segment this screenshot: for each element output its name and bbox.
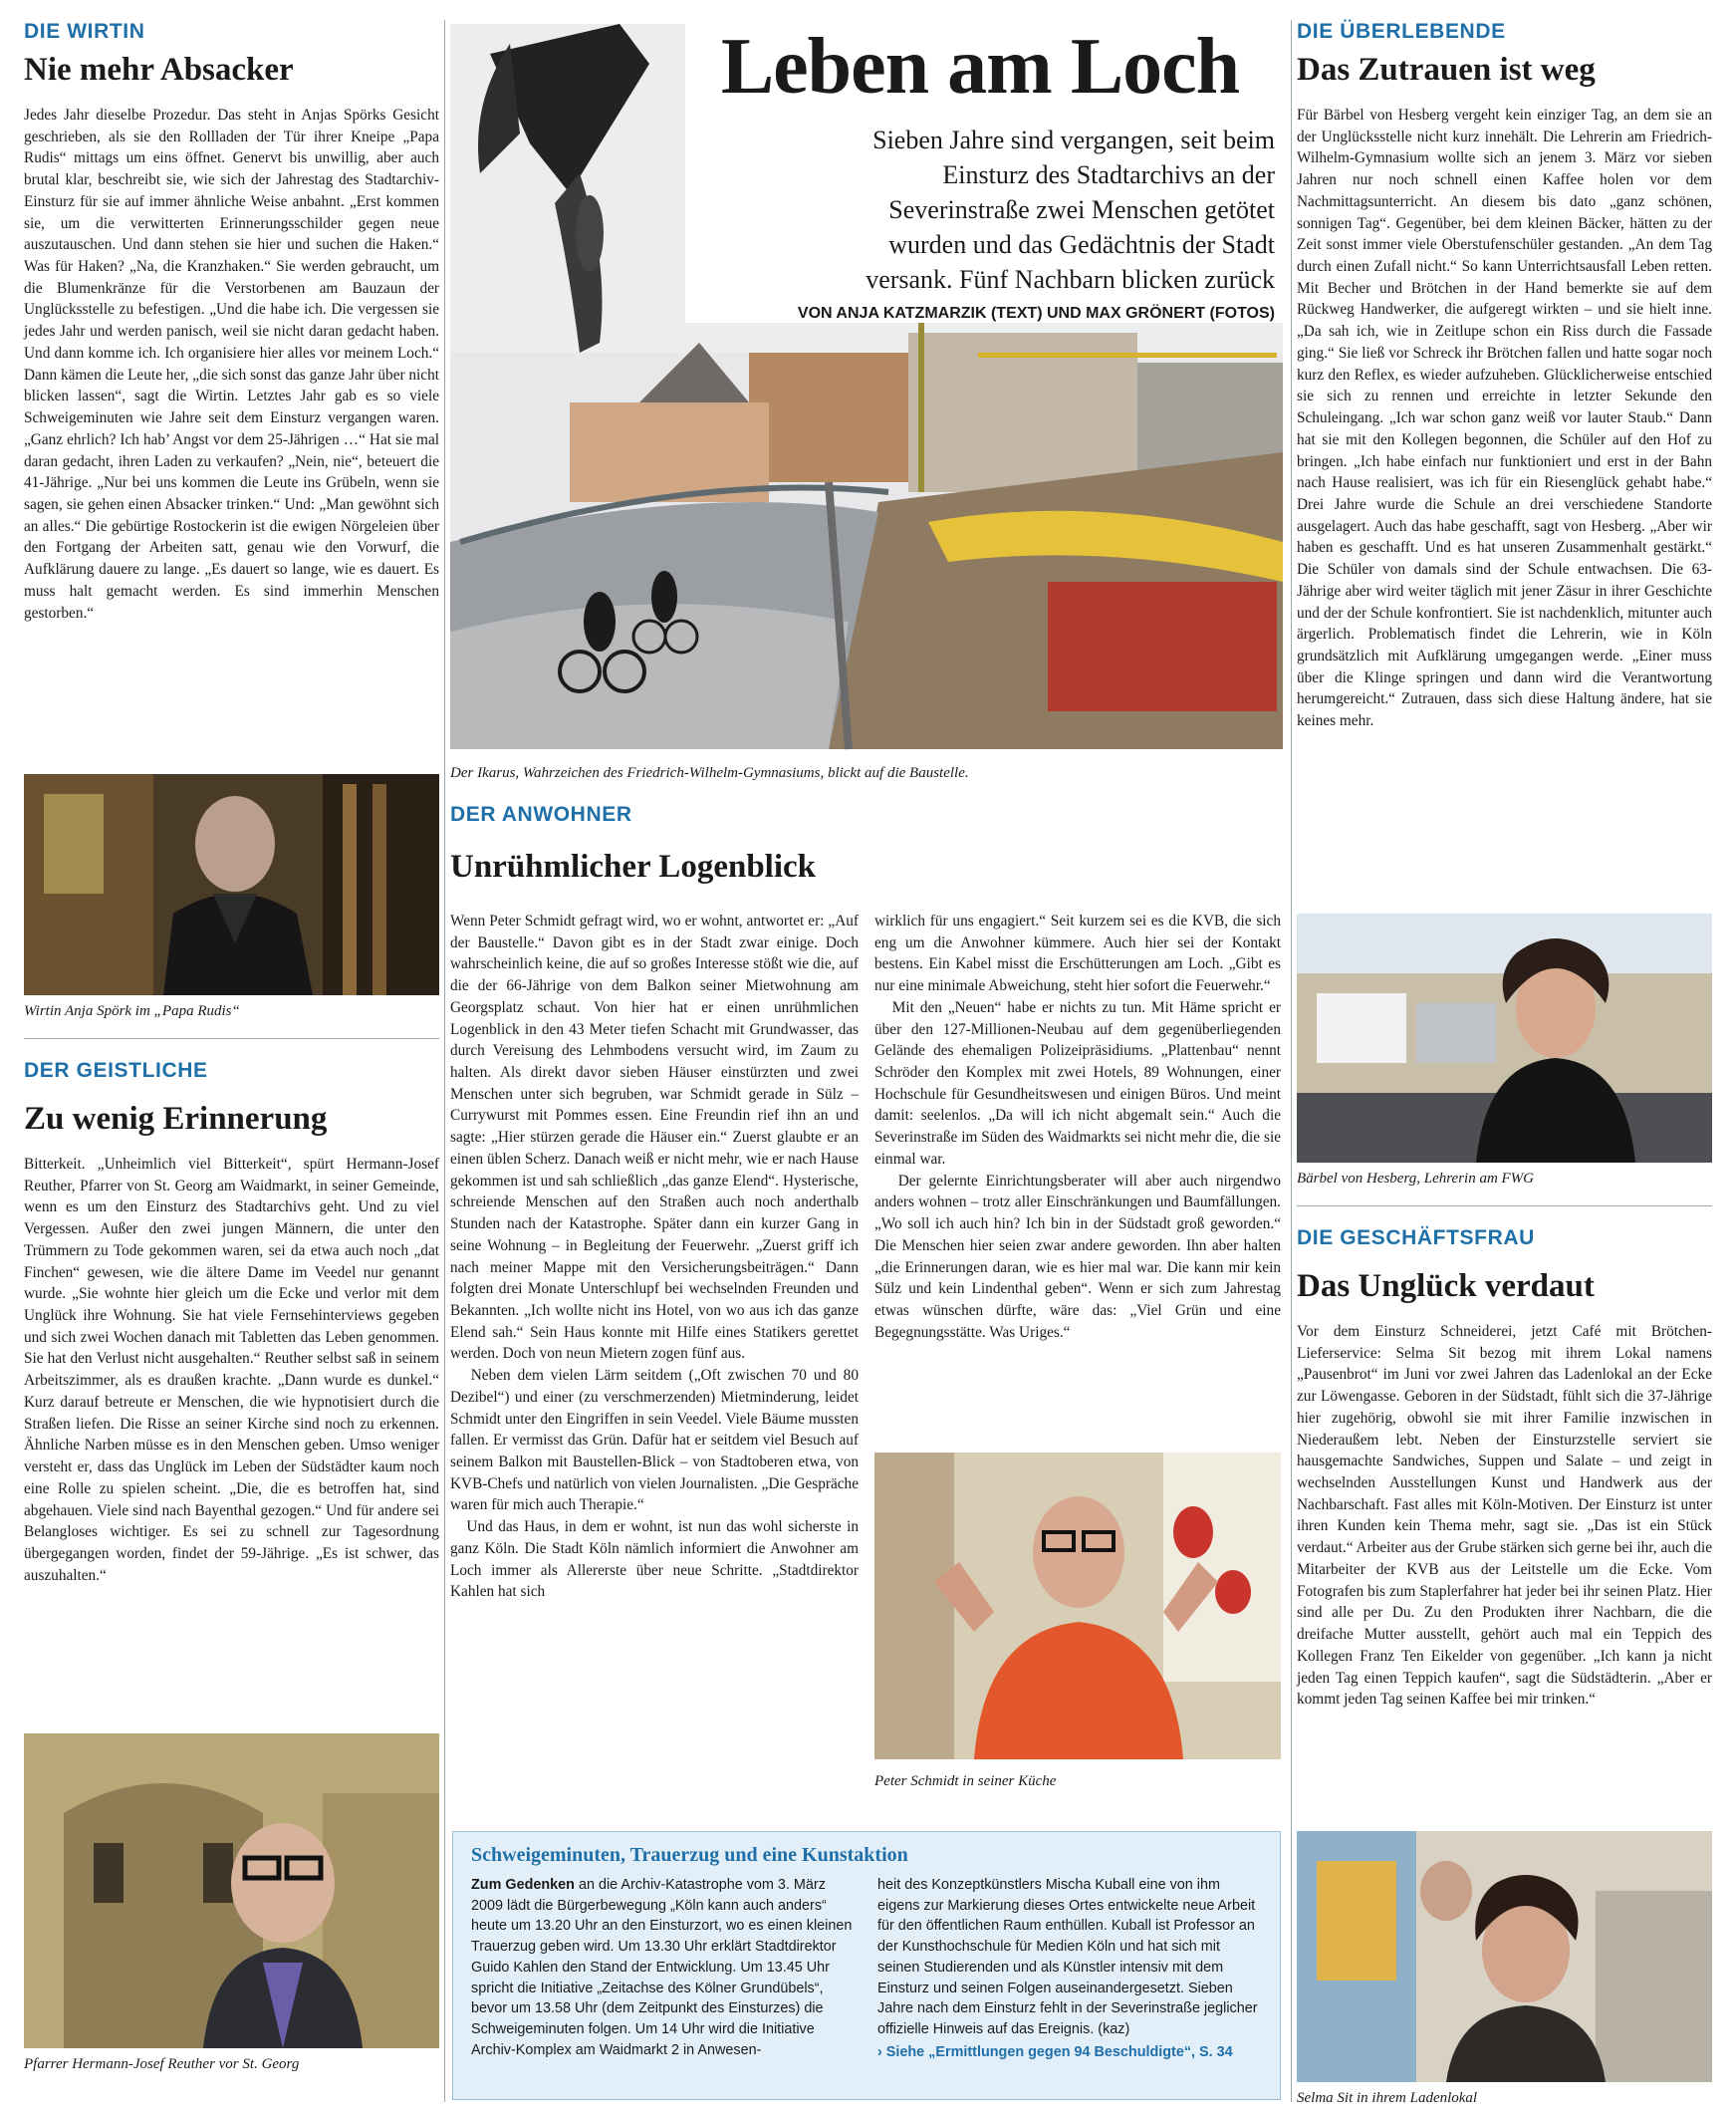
article-title: Leben am Loch bbox=[720, 23, 1240, 111]
ueberlebende-photo-image bbox=[1297, 914, 1712, 1163]
title-block bbox=[685, 22, 1275, 323]
geschaeftsfrau-photo-image bbox=[1297, 1831, 1712, 2082]
headline-ueberlebende: Das Zutrauen ist weg bbox=[1297, 52, 1596, 88]
hero-caption: Der Ikarus, Wahrzeichen des Friedrich-Wilhelm-Gymnasiums, blickt auf die Baustelle. bbox=[450, 765, 969, 781]
info-box-col1 bbox=[471, 1875, 856, 2061]
info-box-headline: Schweigeminuten, Trauerzug und eine Kunstaktion bbox=[471, 1844, 908, 1866]
photo-anwohner bbox=[874, 1453, 1281, 1759]
info-box-col2: heit des Konzeptkünstlers Mischa Kuball eine von ihm eigens zur Markierung dieses Ortes entwickelte neue Arbeit für den öffentlichen Raum enthüllen. Kuball ist Professor an der Kunsthochschule für Medien Köln und hat sich mit seinen Studierenden und als Künstler intensiv mit dem Einsturz und seinen Folgen auseinandergesetzt. Sieben Jahre nach dem Einsturz fehlt in der Severinstraße jeglicher offizielle Hinweis auf das Ereignis. (kaz) bbox=[877, 1877, 1262, 2038]
column-rule-1 bbox=[444, 20, 445, 2102]
caption-geistliche: Pfarrer Hermann-Josef Reuther vor St. Georg bbox=[24, 2056, 300, 2072]
column-rule-2 bbox=[1291, 20, 1292, 2102]
info-box-columns bbox=[471, 1875, 1262, 2061]
body-anwohner-col1: Wenn Peter Schmidt gefragt wird, wo er wohnt, antwortet er: „Auf der Baustelle.“ Davon gibt es in der Stadt zwar einige. Doch wahrscheinlich keine, die auf so großes Interesse stößt wie die, auf die der 66-Jährige von dem Balkon seiner Mietwohnung am Georgsplatz schaut. Von hier hat er einen unrühmlichen Logenblick in den 43 Meter tiefen Schacht mit Grundwasser, das durch Vereisung des Lehmbodens versucht wird, im Zaum zu halten. Als direkt davor sieben Häuser einstürzten und zwei Menschen unter sich begruben, war Schmidt gerade in Sülz – Currywurst mit Pommes essen. Eine Freundin rief ihn an und sagte: „Hier stürzen gerade die Häuser ein.“ Zuerst glaubte er an einen üblen Scherz. Danach weiß er nicht mehr, wie er nach Hause gekommen ist und sah schließlich „das ganze Elend“. Hysterische, schreiende Menschen auf den Straßen auch noch anderthalb Stunden nach der Katastrophe. Später dann ein kurzer Gang in seine Wohnung – in Begleitung der Feuerwehr. „Zuerst griff ich nach meiner Mappe mit den Versicherungsbeiträgen.“ Dann folgten drei Monate Unterschlupf bei wechselnden Freunden und Bekannten. „Ich wollte nicht ins Hotel, von wo aus ich das ganze Elend sah.“ Sein Haus konnte mit Hilfe eines Statikers gerettet werden. Doch von neun Mietern zogen fünf aus. Neben dem vielen Lärm seitdem („Oft zwischen 70 und 80 Dezibel“) und einer (zu verschmerzenden) Mietminderung, leidet Schmidt unter den Eingriffen in sein Veedel. Viele Bäume mussten fallen. Er vermisst das Grün. Dafür hat er seitdem viel Besuch auf seinem Balkon mit Baustellen-Blick – von Stadtoberen etwa, von KVB-Chefs und natürlich von vielen Journalisten. „Die Gespräche waren für mich auch Therapie.“ Und das Haus, in dem er wohnt, ist nun das wohl sicherste in ganz Köln. Die Stadt Köln nämlich informiert die Anwohner am Loch immer als Allererste über neue Schritte. „Stadtdirektor Kahlen hat sich bbox=[450, 913, 859, 1601]
article-deck: Sieben Jahre sind vergangen, seit beim Einsturz des Stadtarchivs an der Severinstraße zwei Menschen getötet wurden und das Gedächtnis der Stadt versank. Fünf Nachbarn blicken zurück bbox=[866, 126, 1275, 295]
column-wirtin-geistliche bbox=[24, 0, 443, 2073]
info-box bbox=[452, 1831, 1281, 2100]
geistliche-photo-image bbox=[24, 1733, 439, 2048]
body-geistliche: Bitterkeit. „Unheimlich viel Bitterkeit“, spürt Hermann-Josef Reuther, Pfarrer von St. Georg am Waidmarkt, in seiner Gemeinde, wenn es um den Einsturz des Stadtarchivs geht. Und zu viel Vergessen. Außer den zwei jungen Männern, die unter den Trümmern zu Tode gekommen waren, sei da etwa auch noch „dat Finchen“ gewesen, wie die ältere Dame im Veedel nur genannt wurde. „Sie wohnte hier gleich um die Ecke und verlor mit dem Unglück ihre Wohnung. Sie hat viele Fernsehinterviews gegeben und sich zwei Wochen danach mit Tabletten das Leben genommen. Sie hat den Verlust nicht ausgehalten.“ Reuther selbst saß in seinem Arbeitszimmer, als es draußen krachte. „Dann wurde es dunkel.“ Kurz darauf betreute er Menschen, die wie hypnotisiert durch die Straßen liefen. Die Risse an seiner Kirche sind noch zu erkennen. Ähnliche Narben müsse es in den Menschen geben. Umso weniger versteht er, dass das Unglück im Leben der Südstädter kaum noch eine Rolle zu spielen scheint. „Die, die es betroffen hat, sind abgehauen. Viele sind nach Bayenthal gezogen.“ Und für andere sei Belangloses wichtiger. Es sei zu schnell zur Tagesordnung übergegangen worden, findet der 59-Jährige. „Es ist schwer, das auszuhalten.“ bbox=[24, 1156, 443, 1584]
info-box-reference-link[interactable]: › Siehe „Ermittlungen gegen 94 Beschuldigte“, S. 34 bbox=[877, 2043, 1233, 2060]
body-geschaeftsfrau: Vor dem Einsturz Schneiderei, jetzt Café mit Brötchen-Lieferservice: Selma Sit bezog mit ihrem Lokal namens „Pausenbrot“ im Juni vor zwei Jahren das Ladenlokal an der Ecke zur Löwengasse. Geboren in der Südstadt, fühlt sich die 37-Jährige hier zugehörig, obwohl sie mit ihrer Familie inzwischen in Niederaußem lebt. Neben der Einsturzstelle serviert sie hausgemachte Sandwiches, Suppen und Salate – und zeigt in wechselnden Ausstellungen Kunst und Handwerk aus der Nachbarschaft. Fast alles mit Köln-Motiven. Der Einsturz ist unter ihren Kunden kein Thema mehr, sagt sie. „Das ist ein Stück verdaut.“ Arbeiter aus der Grube stärken sich gerne bei ihr, auch die Mitarbeiter der KVB aus der Leitstelle um die Ecke. Vom Fotografen bis zum Staplerfahrer hat jeder bei ihr seinen Platz. Hier sind alle per Du. Zu den Produkten ihrer Nachbarn, die die dreifache Mutter ausstellt, gehört auch mal ein Teppich des Kollegen Franz Ten Eikelder von gegenüber. „Ich kann ja nicht jeden Tag einen Teppich kaufen“, sagt die Südstädterin. „Aber er kommt jeden Tag seinen Kaffee bei mir trinken.“ bbox=[1297, 1323, 1716, 1709]
photo-wirtin bbox=[24, 774, 439, 995]
article-byline: VON ANJA KATZMARZIK (TEXT) UND MAX GRÖNERT (FOTOS) bbox=[797, 305, 1275, 323]
info-box-lead: Zum Gedenken bbox=[471, 1877, 575, 1893]
caption-ueberlebende: Bärbel von Hesberg, Lehrerin am FWG bbox=[1297, 1171, 1535, 1187]
kicker-geistliche: DER GEISTLICHE bbox=[24, 1059, 208, 1082]
photo-geistliche bbox=[24, 1733, 439, 2048]
headline-geschaeftsfrau: Das Unglück verdaut bbox=[1297, 1268, 1595, 1304]
headline-geistliche: Zu wenig Erinnerung bbox=[24, 1101, 328, 1137]
kicker-anwohner: DER ANWOHNER bbox=[450, 803, 632, 826]
photo-ueberlebende bbox=[1297, 914, 1712, 1163]
headline-wirtin: Nie mehr Absacker bbox=[24, 52, 294, 88]
divider-left bbox=[24, 1038, 439, 1039]
kicker-ueberlebende: DIE ÜBERLEBENDE bbox=[1297, 20, 1506, 43]
caption-wirtin: Wirtin Anja Spörk im „Papa Rudis“ bbox=[24, 1003, 240, 1019]
info-box-col2-wrap bbox=[877, 1875, 1262, 2061]
anwohner-photo-image bbox=[874, 1453, 1281, 1759]
divider-right bbox=[1297, 1205, 1712, 1206]
caption-anwohner: Peter Schmidt in seiner Küche bbox=[874, 1773, 1057, 1789]
headline-anwohner: Unrühmlicher Logenblick bbox=[450, 849, 817, 885]
body-anwohner-col2: wirklich für uns engagiert.“ Seit kurzem sei es die KVB, die sich eng um die Anwohner kümmere. Auch hier sei der Kontakt bestens. Ein Kabel misst die Erschütterungen am Loch. „Gibt es nur eine minimale Abweichung, steht hier sofort die Feuerwehr.“ Mit den „Neuen“ habe er nichts zu tun. Mit Häme spricht er über den 127-Millionen-Neubau auf dem gegenüberliegenden Gelände des ehemaligen Polizeipräsidiums. „Plattenbau“ nennt Schröder den Komplex mit zwei Hotels, 89 Wohnungen, einer Hochschule für Gesundheitswesen und einigen Büros. Und meint damit: seelenlos. „Da will ich nicht abgemalt sein.“ Auch die Severinstraße im Süden des Waidmarkts sei nicht mehr die, die sie einmal war. Der gelernte Einrichtungsberater will aber auch nirgendwo anders wohnen – trotz aller Einschränkungen und Baumfällungen. „Wo soll ich auch hin? Ich bin in der Südstadt groß geworden.“ Die Menschen hier seien zwar andere geworden. Ihn aber halten „die Erinnerungen daran, wie es hier mal war. Die kann mir kein Sülz und kein Lindenthal geben“. Wenn er sich zum Jahrestag etwas wünschen dürfte, wäre das: „Viel Grün und eine Begegnungsstätte. Was Uriges.“ bbox=[874, 913, 1281, 1341]
wirtin-photo-image bbox=[24, 774, 439, 995]
column-right bbox=[1297, 0, 1716, 2107]
body-ueberlebende: Für Bärbel von Hesberg vergeht kein einziger Tag, an dem sie an der Unglücksstelle nicht kurz innehält. Die Lehrerin am Friedrich-Wilhelm-Gymnasium wollte sich an jenem 3. März vor sieben Jahren nur noch schnell einen Kaffee holen vor dem Nachmittagsunterricht. An diesem bis dato „ganz schönen, sonnigen Tag“. Gegenüber, bei dem kleinen Bäcker, hätten zu der Zeit sonst immer viele Oberstufenschüler gestanden. „An dem Tag durch einen Zufall nicht.“ So kann Unterrichtsausfall Leben retten. Mit Becher und Brötchen in der Hand bemerkte sie auf dem Rückweg Handwerker, die aufgeregt wirkten – und sie hielt inne. „Da sah ich, wie in Zeitlupe schon ein Riss durch die Fassade ging.“ Sie ließ vor Schreck ihr Brötchen fallen und hatte sogar noch kurz den Reflex, es wieder aufzuheben. Glücklicherweise entschied sie sich zu rennen und erreichte in letzter Sekunde den Schuleingang. „Ich war schon ganz weiß vor lauter Staub.“ Dann hat sie mit den Kollegen begonnen, die Schüler auf den Hof zu bringen. „Ich habe einfach nur funktioniert und erst in der Bahn nach Hause realisiert, was ich für ein Riesenglück gehabt habe.“ Drei Jahre wurde die Schule an drei verschiedene Standorte ausgelagert. Auch das habe geschafft, sagt von Hesberg. „Aber wir haben es geschafft. Und es hat unseren Zusammenhalt gestärkt.“ Die Schüler von damals sind der Schule entwachsen. Die 63-Jährige aber wird weiter täglich mit jener Zäsur in ihrer Geschichte und der der Schule konfrontiert. Sie ist nachdenklich, mitunter auch ärgerlich. Problematisch findet die Lehrerin, wie in Köln grundsätzlich mit Aufklärung umgegangen werde. „Einer muss über die Klinge springen und dann wird die Verantwortung herumgereicht.“ Zutrauen, dass sich diese Haltung ändere, hat sie keines mehr. bbox=[1297, 107, 1716, 730]
info-box-col1-text: an die Archiv-Katastrophe vom 3. März 2009 lädt die Bürgerbewegung „Köln kann auch anders“ heute um 13.20 Uhr an den Einsturzort, wo es einen kleinen Trauerzug geben wird. Um 13.30 Uhr erklärt Stadtdirektor Guido Kahlen den Stand der Entwicklung. Um 13.45 Uhr spricht die Initiative „Zeitachse des Kölner Grundübels“, bevor um 13.58 Uhr (dem Zeitpunkt des Einsturzes) die Schweigeminuten folgen. Um 14 Uhr wird die Initiative Archiv-Komplex am Waidmarkt 2 in Anwesen- bbox=[471, 1877, 857, 2058]
kicker-wirtin: DIE WIRTIN bbox=[24, 20, 145, 43]
caption-geschaeftsfrau: Selma Sit in ihrem Ladenlokal bbox=[1297, 2090, 1478, 2106]
photo-geschaeftsfrau bbox=[1297, 1831, 1712, 2082]
kicker-geschaeftsfrau: DIE GESCHÄFTSFRAU bbox=[1297, 1226, 1535, 1249]
section-anwohner bbox=[450, 803, 1283, 1789]
body-wirtin: Jedes Jahr dieselbe Prozedur. Das steht in Anjas Spörks Gesicht geschrieben, als sie den Rollladen der Tür ihrer Kneipe „Papa Rudis“ mittags um eins öffnet. Genervt bis unwillig, aber auch brutal klar, beschreibt sie, wie sich der Jahrestag des Stadtarchiv-Einsturz für sie auf immer ähnliche Weise anbahnt. „Erst kommen sie, um die verwitterten Erinnerungsschilder gegen neue auszutauschen. Und dann stehen sie hier und suchen die Haken.“ Was für Haken? „Na, die Kranzhaken.“ Sie werden gebraucht, um die Blumenkränze für die Verstorbenen am Bauzaun der Unglücksstelle zu befestigen. „Und die habe ich. Die vergessen sie jedes Jahr und werden panisch, weil sie nicht daran gedacht haben. Und dann komme ich. Ich organisiere hier alles vor meinem Loch.“ Dann kämen die Leute her, „die sich sonst das ganze Jahr über nicht blicken lassen“, sagt die Wirtin. Letztes Jahr gab es so viele Schweigeminuten wie Jahre seit dem Einsturz vergangen waren. „Ganz ehrlich? Ich hab’ Angst vor dem 25-Jährigen …“ Hat sie mal daran gedacht, ihren Laden zu verkaufen? „Nein, nie“, beteuert die 41-Jährige. „Nur bei uns kommen die Leute ins Grübeln, wenn sie sagen, sie gehen einen Absacker trinken.“ Und: „Man gewöhnt sich an alles.“ Die gebürtige Rostockerin ist die ewigen Nörgeleien über den Fortgang der Arbeiten satt, genau wie den Vorwurf, die Aufklärung dauere zu lange. „Es dauert so lange, wie es dauert. Es muss halt gemacht werden. Es sind immerhin Menschen gestorben.“ bbox=[24, 107, 443, 622]
